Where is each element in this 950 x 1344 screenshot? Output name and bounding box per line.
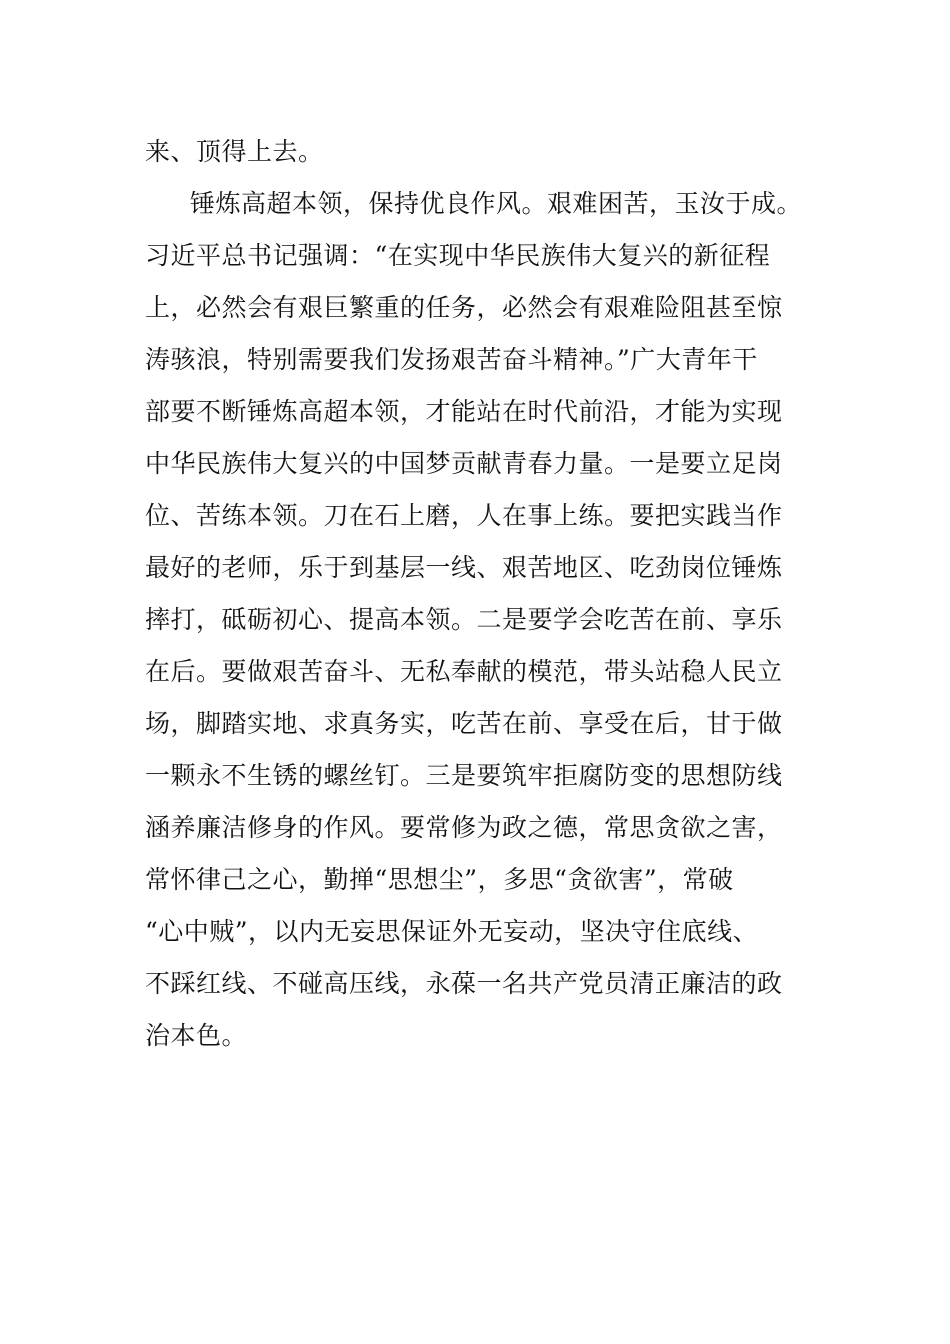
text-line: 常怀律己之心，勤掸“思想尘”，多思“贪欲害”，常破 bbox=[145, 865, 734, 894]
text-line: 最好的老师，乐于到基层一线、艰苦地区、吃劲岗位锤炼 bbox=[145, 553, 783, 582]
text-line: 涵养廉洁修身的作风。要常修为政之德，常思贪欲之害， bbox=[145, 813, 783, 842]
text-line: 在后。要做艰苦奋斗、无私奉献的模范，带头站稳人民立 bbox=[145, 657, 783, 686]
text-line: 习近平总书记强调：“在实现中华民族伟大复兴的新征程 bbox=[145, 241, 771, 270]
text-line: 位、苦练本领。刀在石上磨，人在事上练。要把实践当作 bbox=[145, 501, 783, 530]
body-text bbox=[145, 126, 810, 1062]
text-line: 一颗永不生锈的螺丝钉。三是要筑牢拒腐防变的思想防线 bbox=[145, 761, 783, 790]
text-line: “心中贼”，以内无妄思保证外无妄动，坚决守住底线、 bbox=[145, 917, 759, 946]
text-line: 中华民族伟大复兴的中国梦贡献青春力量。一是要立足岗 bbox=[145, 449, 783, 478]
text-line: 部要不断锤炼高超本领，才能站在时代前沿，才能为实现 bbox=[145, 397, 783, 426]
text-line: 涛骇浪，特别需要我们发扬艰苦奋斗精神。”广大青年干 bbox=[145, 345, 758, 374]
text-line: 摔打，砥砺初心、提高本领。二是要学会吃苦在前、享乐 bbox=[145, 605, 783, 634]
text-line: 场，脚踏实地、求真务实，吃苦在前、享受在后，甘于做 bbox=[145, 709, 783, 738]
text-line: 上，必然会有艰巨繁重的任务，必然会有艰难险阻甚至惊 bbox=[145, 293, 783, 322]
paragraph-first-line: 锤炼高超本领，保持优良作风。艰难困苦，玉汝于成。 bbox=[190, 189, 803, 218]
text-line: 不踩红线、不碰高压线，永葆一名共产党员清正廉洁的政 bbox=[145, 969, 783, 998]
text-line: 来、顶得上去。 bbox=[145, 137, 324, 166]
text-line: 治本色。 bbox=[145, 1021, 248, 1050]
